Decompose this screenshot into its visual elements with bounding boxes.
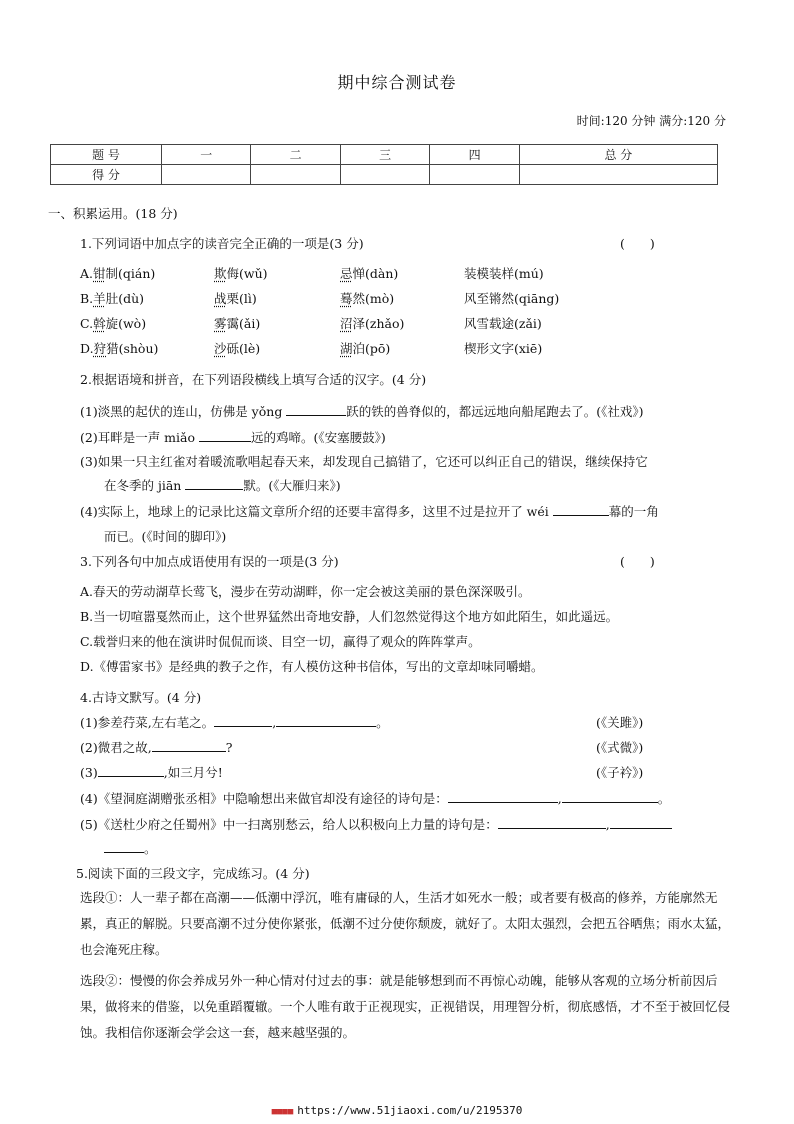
q3-option-c: C.载誉归来的他在演讲时侃侃而谈、目空一切，赢得了观众的阵阵掌声。	[80, 634, 481, 649]
q4-item-5-cont	[104, 839, 157, 857]
dotted-char: 蓦	[340, 291, 353, 306]
q2-item-text: 跃的铁的兽脊似的，都远远地向船尾跑去了。(《社戏》)	[346, 404, 644, 419]
q4-source-1: (《关雎》)	[596, 715, 644, 730]
q4-item-text: ,	[272, 715, 277, 730]
answer-blank[interactable]	[553, 503, 609, 516]
q2-item-text: (4)实际上，地球上的记录比这篇文章所介绍的还要丰富得多，这里不过是拉开了 wéi	[80, 504, 553, 519]
q1-option-word: 装模装样(mú)	[464, 266, 544, 281]
footer-url[interactable]: https://www.51jiaoxi.com/u/2195370	[297, 1104, 523, 1117]
q3-option-a: A.春天的劳动湖草长莺飞，漫步在劳动湖畔，你一定会被这美丽的景色深深吸引。	[80, 584, 531, 599]
q1-option-word	[214, 339, 260, 357]
q4-source-2: (《式微》)	[596, 740, 644, 755]
answer-blank[interactable]	[448, 790, 558, 803]
q1-option-text: 猎(shòu)	[106, 341, 159, 356]
dotted-char: 战	[214, 291, 227, 306]
q1-option-text: 栗(lì)	[226, 291, 257, 306]
q1-option-word	[340, 264, 398, 282]
q5-stem: 5.阅读下面的三段文字，完成练习。(4 分)	[76, 866, 310, 881]
dotted-char: 雾	[214, 316, 227, 331]
answer-blank[interactable]	[104, 840, 144, 853]
q1-option-word	[340, 289, 394, 307]
q1-option-text: 侮(wǔ)	[226, 266, 268, 281]
q3-option-d: D.《傅雷家书》是经典的教子之作，有人模仿这种书信体，写出的文章却味同嚼蜡。	[80, 659, 544, 674]
score-cell[interactable]	[340, 165, 429, 185]
q4-item-text: ?	[225, 740, 233, 755]
q1-option-text: 泽(zhǎo)	[352, 316, 405, 331]
score-header-cell: 二	[251, 145, 340, 165]
dotted-char: 忌	[340, 266, 353, 281]
q4-item-text: (2)微君之故,	[80, 740, 152, 755]
q1-option-text: 然(mò)	[352, 291, 395, 306]
q4-item-text: ,	[605, 817, 610, 832]
answer-blank[interactable]	[610, 816, 672, 829]
answer-blank[interactable]	[498, 816, 606, 829]
q2-item-text: 在冬季的 jiān	[104, 478, 186, 493]
dotted-char: 羊	[93, 291, 106, 306]
q1-option-word	[214, 264, 268, 282]
dotted-char: 湖	[340, 341, 353, 356]
answer-blank[interactable]	[98, 764, 164, 777]
q2-item-3-cont	[104, 476, 341, 494]
q2-stem: 2.根据语境和拼音，在下列语段横线上填写合适的汉字。(4 分)	[80, 372, 427, 387]
q1-option-letter: C.	[80, 316, 94, 331]
q5-passage-2: 选段②：慢慢的你会养成另外一种心情对付过去的事：就是能够想到而不再惊心动魄，能够从客观的立场分析前因后果，做将来的借鉴，以免重蹈覆辙。一个人唯有敢于正视现实，正视错误，用理智分析，彻底感悟，才不至于被回忆侵蚀。我相信你逐渐会学会这一套，越来越坚强的。	[80, 973, 731, 1040]
q1-option-text: 旋(wò)	[105, 316, 147, 331]
answer-blank[interactable]	[276, 714, 376, 727]
dotted-char: 斡	[93, 316, 106, 331]
page-title: 期中综合测试卷	[337, 73, 457, 92]
q4-item-text: (4)《望洞庭湖赠张丞相》中隐喻想出来做官却没有途径的诗句是：	[80, 791, 448, 806]
footer	[0, 1104, 794, 1117]
q4-source-3: (《子衿》)	[596, 765, 644, 780]
q1-option-text: 霭(ǎi)	[226, 316, 261, 331]
dotted-char: 欺	[214, 266, 227, 281]
q1-option-word	[214, 314, 260, 332]
q2-item-text: 远的鸡啼。(《安塞腰鼓》)	[250, 430, 386, 445]
score-header-cell: 题 号	[51, 145, 162, 165]
q2-item-text: 幕的一角	[608, 504, 659, 519]
q4-item-3	[80, 763, 223, 781]
score-cell[interactable]	[162, 165, 251, 185]
q4-item-text: (5)《送杜少府之任蜀州》中一扫离别愁云，给人以积极向上力量的诗句是：	[80, 817, 498, 832]
q1-option-letter: A.	[80, 266, 94, 281]
section-heading: 一、积累运用。(18 分)	[48, 206, 178, 221]
q1-option-text: 泊(pō)	[352, 341, 391, 356]
q1-option-word: 风至锵然(qiāng)	[464, 291, 560, 306]
q4-item-text: 。	[657, 791, 671, 806]
q1-option-word: 楔形文字(xiē)	[464, 341, 543, 356]
q4-item-text: (1)参差荇菜,左右芼之。	[80, 715, 215, 730]
q3-stem: 3.下列各句中加点成语使用有误的一项是(3 分)	[80, 554, 339, 569]
q1-option-word	[340, 339, 390, 357]
q2-item-1	[80, 402, 644, 420]
q1-option-word: 风雪载途(zǎi)	[464, 316, 542, 331]
time-info: 时间:120 分钟 满分:120 分	[576, 114, 726, 128]
q4-stem: 4.古诗文默写。(4 分)	[80, 690, 202, 705]
score-header-cell: 总 分	[519, 145, 717, 165]
dotted-char: 沼	[340, 316, 353, 331]
q1-option-text: 砾(lè)	[226, 341, 261, 356]
answer-blank[interactable]	[214, 714, 272, 727]
score-cell[interactable]	[430, 165, 519, 185]
q2-item-text: (1)淡黑的起伏的连山，仿佛是 yǒng	[80, 404, 287, 419]
q4-item-4	[80, 789, 670, 807]
dotted-char: 钳	[93, 266, 106, 281]
q2-item-4-cont: 而已。(《时间的脚印》)	[104, 529, 227, 544]
q1-option-word	[80, 289, 144, 307]
score-header-cell: 三	[340, 145, 429, 165]
q4-item-1	[80, 713, 389, 731]
answer-blank[interactable]	[286, 403, 346, 416]
q2-item-3: (3)如果一只主红雀对着暖流歌唱起春天来，却发现自己搞错了，它还可以纠正自己的错误，继续保持它	[80, 454, 648, 469]
q2-item-text: 默。(《大雁归来》)	[243, 478, 341, 493]
q1-option-text: 肚(dù)	[105, 291, 144, 306]
q1-option-word	[340, 314, 404, 332]
dotted-char: 狩	[93, 341, 107, 356]
q1-stem: 1.下列词语中加点字的读音完全正确的一项是(3 分)	[80, 236, 364, 251]
score-row-label: 得 分	[51, 165, 162, 185]
score-cell[interactable]	[519, 165, 717, 185]
q1-option-word	[80, 339, 158, 357]
q1-option-word	[80, 264, 155, 282]
q4-item-text: 。	[376, 715, 389, 730]
score-header-cell: 四	[430, 145, 519, 165]
q4-item-2	[80, 738, 232, 756]
q1-option-letter: D.	[80, 341, 94, 356]
q4-item-text: ,如三月兮!	[163, 765, 223, 780]
answer-blank[interactable]	[199, 429, 251, 442]
score-table-score-row	[51, 165, 718, 185]
score-table-header-row	[51, 145, 718, 165]
score-cell[interactable]	[251, 165, 340, 185]
q2-item-4	[80, 502, 659, 520]
answer-blank[interactable]	[185, 477, 243, 490]
dotted-char: 沙	[214, 341, 227, 356]
q1-option-text: 制(qián)	[105, 266, 156, 281]
q1-option-word	[214, 289, 257, 307]
answer-blank[interactable]	[152, 739, 226, 752]
q1-answer-paren[interactable]: ( )	[620, 236, 655, 251]
score-table	[50, 144, 718, 185]
q1-option-letter: B.	[80, 291, 94, 306]
score-header-cell: 一	[162, 145, 251, 165]
q4-item-text: (3)	[80, 765, 98, 780]
q3-option-b: B.当一切喧嚣戛然而止，这个世界猛然出奇地安静，人们忽然觉得这个地方如此陌生，如此遥远。	[80, 609, 619, 624]
q4-item-text: 。	[144, 841, 157, 856]
answer-blank[interactable]	[562, 790, 658, 803]
q2-item-2	[80, 428, 386, 446]
q4-item-5	[80, 815, 672, 833]
q4-item-text: ,	[557, 791, 562, 806]
q5-passage-1: 选段①：人一辈子都在高潮——低潮中浮沉，唯有庸碌的人，生活才如死水一般；或者要有极高的修养，方能廓然无累，真正的解脱。只要高潮不过分使你紧张，低潮不过分使你颓废，就好了。太阳太强烈，会把五谷晒焦；雨水太猛，也会淹死庄稼。	[80, 890, 731, 957]
q1-option-word	[80, 314, 146, 332]
q3-answer-paren[interactable]: ( )	[620, 554, 655, 569]
q2-item-text: (2)耳畔是一声 miǎo	[80, 430, 199, 445]
q1-option-text: 惮(dàn)	[352, 266, 399, 281]
site-logo-icon: ■■■■	[271, 1107, 294, 1117]
